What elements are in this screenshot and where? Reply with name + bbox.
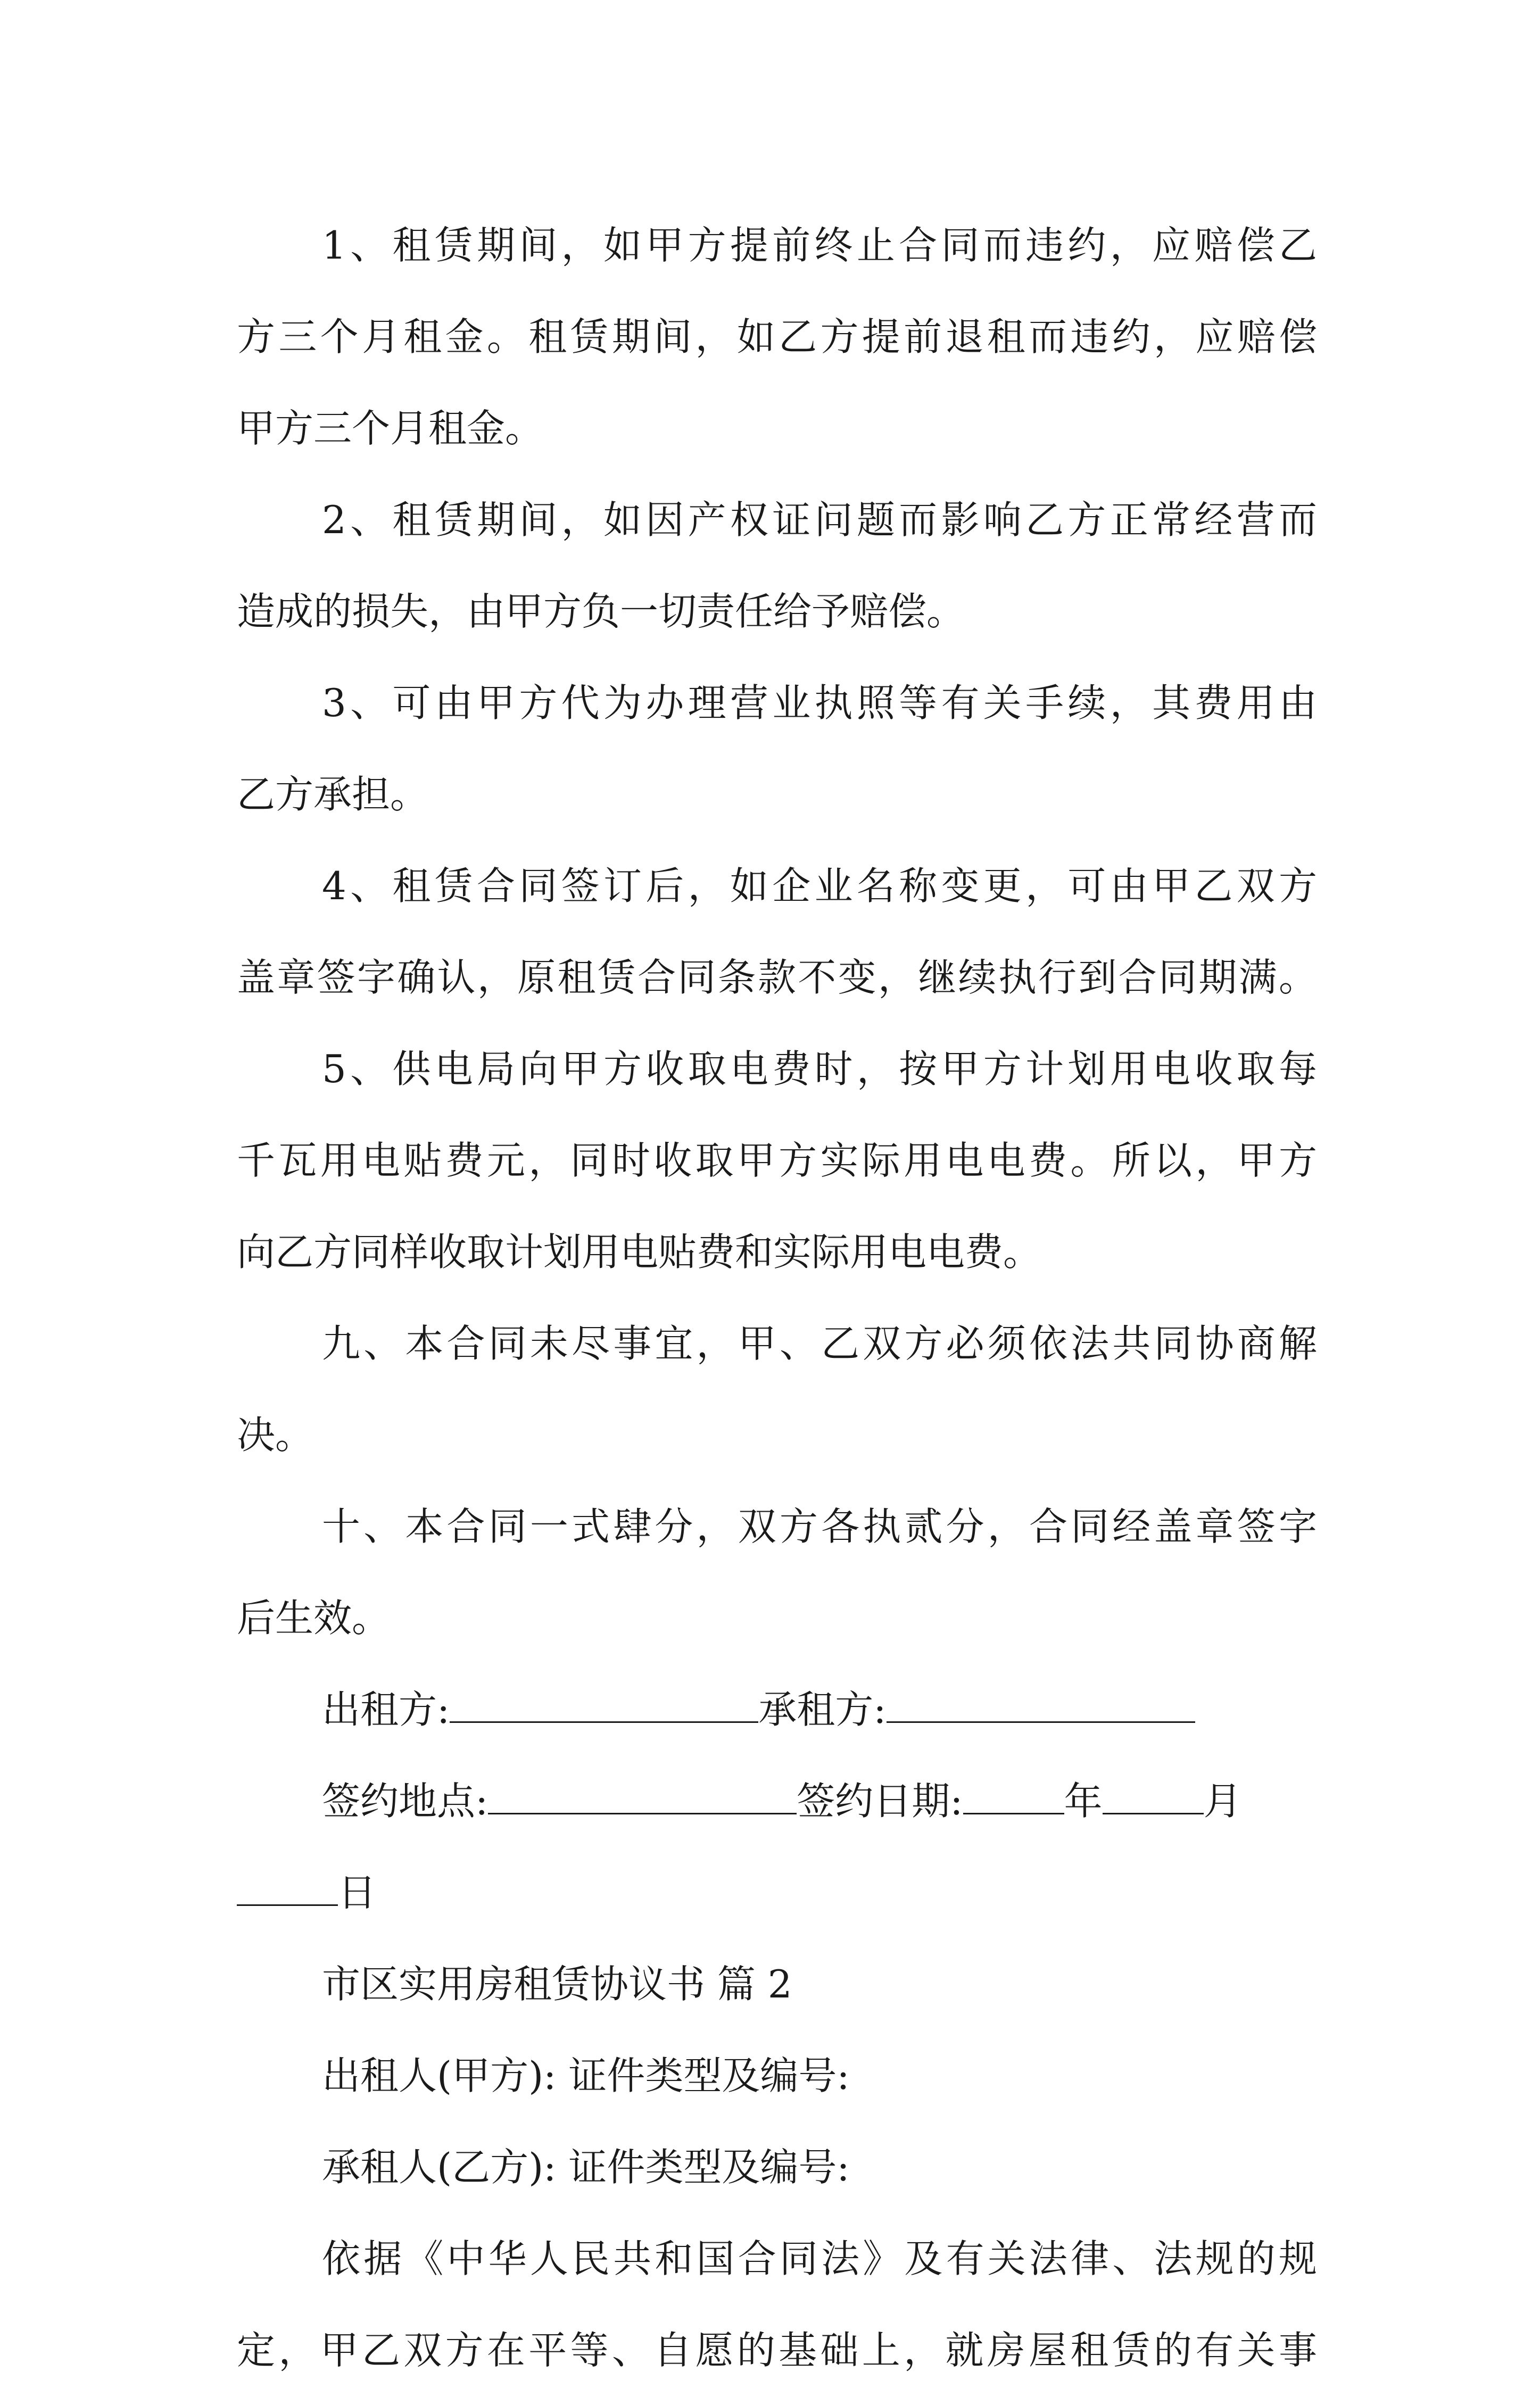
text-line: 后生效。: [237, 1596, 391, 1640]
year-label: 年: [1064, 1779, 1103, 1823]
month-blank[interactable]: [1103, 1769, 1204, 1814]
text-line: 乙方承担。: [237, 772, 429, 817]
text-line: 出租人(甲方): 证件类型及编号:: [322, 2053, 850, 2098]
year-blank[interactable]: [963, 1769, 1064, 1814]
signature-line-parties: [237, 1664, 1317, 1755]
text-line: 造成的损失，由甲方负一切责任给予赔偿。: [237, 589, 965, 634]
agreement-part-2: [237, 1938, 1317, 2396]
text-line: 方三个月租金。租赁期间，如乙方提前退租而违约，应赔偿: [237, 314, 1317, 359]
text-line: 十、本合同一式肆分，双方各执贰分，合同经盖章签字: [322, 1504, 1317, 1549]
text-line: 2、租赁期间，如因产权证问题而影响乙方正常经营而: [322, 498, 1317, 542]
text-line: 决。: [237, 1413, 314, 1457]
place-label: 签约地点:: [322, 1779, 489, 1823]
text-line: 向乙方同样收取计划用电贴费和实际用电电费。: [237, 1230, 1042, 1274]
text-line: 3、可由甲方代为办理营业执照等有关手续，其费用由: [322, 681, 1317, 725]
day-blank[interactable]: [237, 1861, 338, 1906]
contract-clauses: [237, 200, 1317, 1664]
lessee-label: 承租方:: [758, 1687, 887, 1732]
document-body: [237, 200, 1317, 2396]
text-line: 甲方三个月租金。: [237, 406, 544, 451]
place-blank[interactable]: [488, 1769, 797, 1814]
text-line: 盖章签字确认，原租赁合同条款不变，继续执行到合同期满。: [237, 955, 1317, 1000]
signature-line-day: [237, 1847, 1317, 1938]
lessor-blank[interactable]: [450, 1678, 758, 1723]
text-line: 4、租赁合同签订后，如企业名称变更，可由甲乙双方: [322, 864, 1317, 908]
date-label: 签约日期:: [797, 1779, 963, 1823]
lessor-label: 出租方:: [322, 1687, 450, 1732]
text-line: 千瓦用电贴费元，同时收取甲方实际用电电费。所以，甲方: [237, 1138, 1317, 1183]
text-line: 依据《中华人民共和国合同法》及有关法律、法规的规: [322, 2236, 1317, 2281]
signature-line-place-date: [237, 1755, 1317, 1847]
month-label: 月: [1203, 1779, 1242, 1823]
lessee-blank[interactable]: [887, 1678, 1195, 1723]
text-line: 5、供电局向甲方收取电费时，按甲方计划用电收取每: [322, 1047, 1317, 1091]
text-line: 承租人(乙方): 证件类型及编号:: [322, 2145, 850, 2190]
day-label: 日: [338, 1870, 377, 1915]
text-line: 市区实用房租赁协议书 篇 2: [322, 1962, 792, 2007]
text-line: 定，甲乙双方在平等、自愿的基础上，就房屋租赁的有关事: [237, 2328, 1317, 2373]
text-line: 1、租赁期间，如甲方提前终止合同而违约，应赔偿乙: [322, 223, 1317, 268]
text-line: 九、本合同未尽事宜，甲、乙双方必须依法共同协商解: [322, 1321, 1317, 1366]
